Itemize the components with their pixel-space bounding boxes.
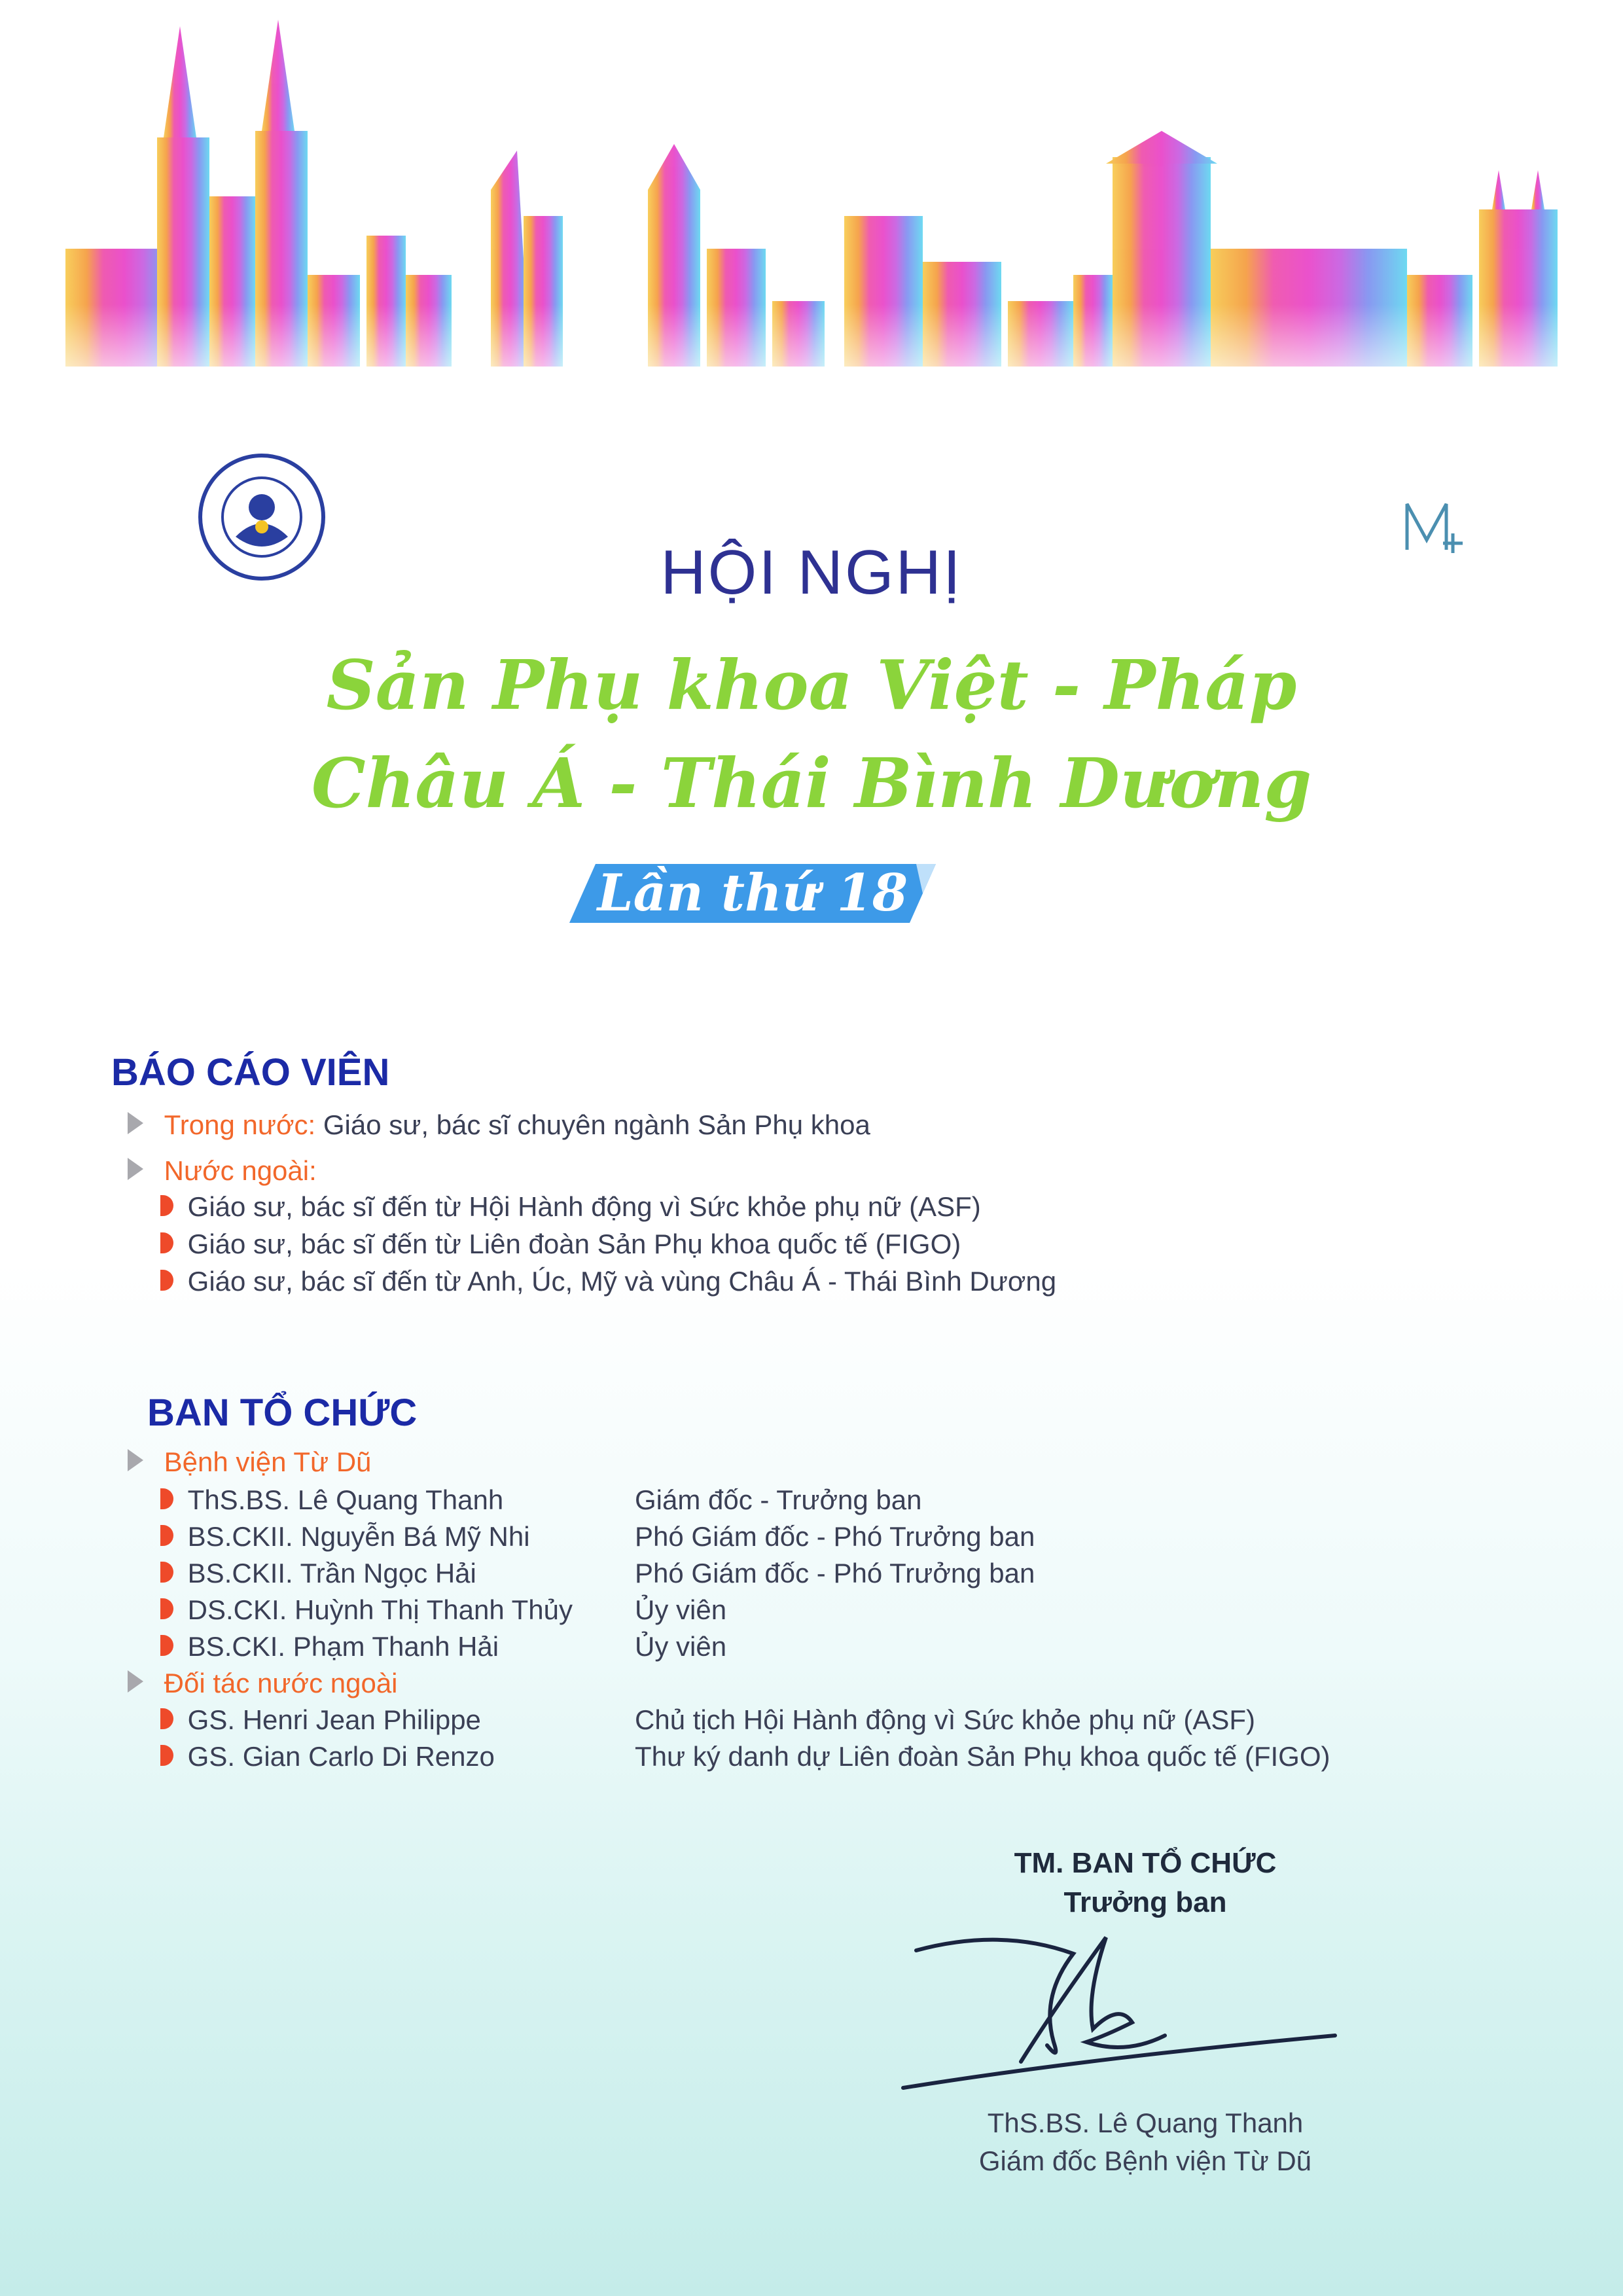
bullet-icon: [160, 1525, 173, 1546]
member-name: DS.CKI. Huỳnh Thị Thanh Thủy: [187, 1594, 573, 1625]
triangle-bullet-icon: [128, 1670, 143, 1693]
table-row: [160, 1741, 495, 1772]
foreign-label: Nước ngoài:: [164, 1155, 317, 1186]
member-role: Phó Giám đốc - Phó Trưởng ban: [635, 1558, 1035, 1588]
member-name: BS.CKI. Phạm Thanh Hải: [187, 1631, 499, 1662]
signer-name: ThS.BS. Lê Quang Thanh: [987, 2108, 1304, 2138]
member-role: Chủ tịch Hội Hành động vì Sức khỏe phụ nữ (ASF): [635, 1704, 1256, 1735]
table-row: [160, 1521, 530, 1552]
foreign-speaker-item: Giáo sư, bác sĩ đến từ Liên đoàn Sản Phụ khoa quốc tế (FIGO): [187, 1229, 961, 1259]
handwritten-signature: [890, 1924, 1348, 2108]
table-row: [160, 1484, 503, 1516]
member-name: BS.CKII. Nguyễn Bá Mỹ Nhi: [187, 1521, 530, 1552]
foreign-speaker-item: Giáo sư, bác sĩ đến từ Anh, Úc, Mỹ và vùng Châu Á - Thái Bình Dương: [187, 1266, 1057, 1297]
list-item: [160, 1229, 961, 1260]
member-role: Ủy viên: [635, 1631, 727, 1662]
bullet-icon: [160, 1635, 173, 1656]
member-name: GS. Gian Carlo Di Renzo: [187, 1741, 495, 1772]
triangle-bullet-icon: [128, 1112, 143, 1134]
member-role: Giám đốc - Trưởng ban: [635, 1484, 922, 1515]
table-row: [160, 1594, 573, 1626]
list-item: [160, 1266, 1056, 1297]
bullet-icon: [160, 1708, 173, 1729]
page-title: HỘI NGHỊ: [660, 537, 963, 607]
group-label: Đối tác nước ngoài: [164, 1668, 398, 1698]
signer-position: Giám đốc Bệnh viện Từ Dũ: [978, 2145, 1312, 2176]
bullet-icon: [160, 1745, 173, 1766]
list-item: [128, 1155, 317, 1187]
bullet-icon: [160, 1270, 173, 1291]
bullet-icon: [160, 1598, 173, 1619]
member-role: Phó Giám đốc - Phó Trưởng ban: [635, 1521, 1035, 1552]
domestic-text: Giáo sư, bác sĩ chuyên ngành Sản Phụ khoa: [315, 1109, 870, 1140]
table-row: [160, 1704, 481, 1736]
member-name: ThS.BS. Lê Quang Thanh: [187, 1484, 504, 1515]
table-row: [160, 1558, 476, 1589]
conference-region: Châu Á - Thái Bình Dương: [311, 743, 1312, 823]
bullet-icon: [160, 1562, 173, 1583]
triangle-bullet-icon: [128, 1449, 143, 1471]
table-row: [160, 1631, 499, 1662]
list-item: [128, 1446, 372, 1478]
signature-subtitle: Trưởng ban: [1063, 1886, 1227, 1918]
bullet-icon: [160, 1488, 173, 1509]
member-role: Thư ký danh dự Liên đoàn Sản Phụ khoa quốc tế (FIGO): [635, 1741, 1330, 1772]
list-item: [160, 1191, 981, 1223]
list-item: [128, 1668, 398, 1699]
member-name: BS.CKII. Trần Ngọc Hải: [187, 1558, 476, 1588]
city-skyline-illustration: [0, 0, 1623, 406]
triangle-bullet-icon: [128, 1158, 143, 1180]
foreign-speaker-item: Giáo sư, bác sĩ đến từ Hội Hành động vì Sức khỏe phụ nữ (ASF): [187, 1191, 981, 1222]
group-label: Bệnh viện Từ Dũ: [164, 1446, 372, 1477]
signature-title: TM. BAN TỔ CHỨC: [1014, 1847, 1277, 1879]
list-item: [128, 1109, 870, 1141]
conference-name: Sản Phụ khoa Việt - Pháp: [326, 645, 1297, 725]
edition-label: Lần thứ 18: [597, 863, 908, 923]
member-role: Ủy viên: [635, 1594, 727, 1625]
organizers-heading: BAN TỔ CHỨC: [147, 1391, 418, 1434]
domestic-label: Trong nước:: [164, 1109, 316, 1140]
member-name: GS. Henri Jean Philippe: [187, 1704, 481, 1735]
bullet-icon: [160, 1195, 173, 1216]
speakers-heading: BÁO CÁO VIÊN: [111, 1051, 390, 1094]
bullet-icon: [160, 1232, 173, 1253]
